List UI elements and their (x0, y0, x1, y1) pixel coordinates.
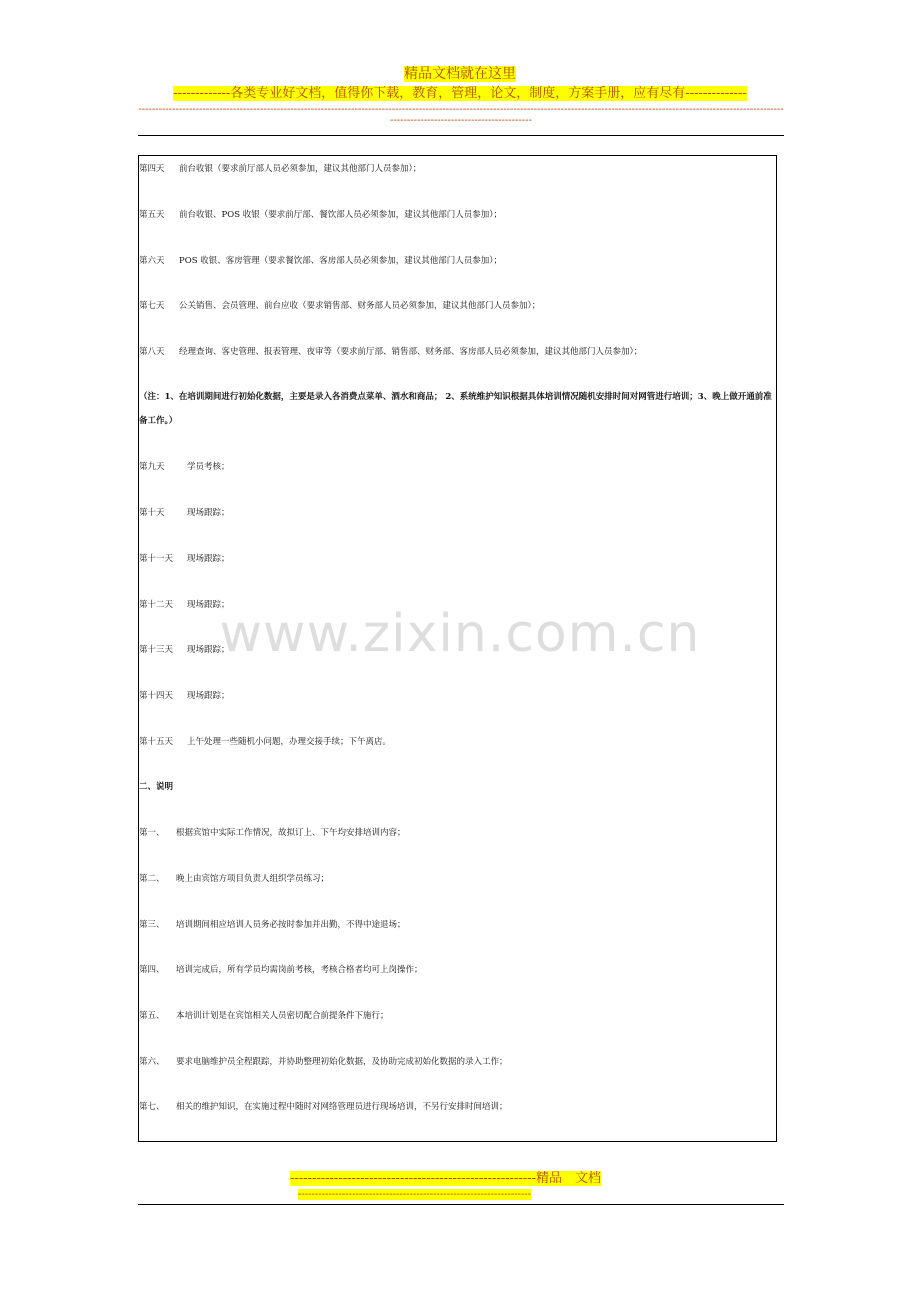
schedule-row-7: 第七天 公关销售、会员管理、前台应收（要求销售部、财务部人员必须参加，建议其他部门人员参加）； (139, 301, 541, 311)
schedule-row-5: 第五天 前台收银、POS 收银（要求前厅部、餐饮部人员必须参加，建议其他部门人员参加）； (139, 210, 502, 220)
note-item-7: 第七、 相关的维护知识，在实施过程中随时对网络管理员进行现场培训，不另行安排时间培训； (139, 1102, 508, 1112)
note-item-2: 第二、 晚上由宾馆方项目负责人组织学员练习； (139, 874, 330, 884)
schedule-row-15: 第十五天 上午处理一些随机小问题，办理交接手续；下午离店。 (139, 737, 392, 747)
training-note: （注：1、在培训期间进行初始化数据，主要是录入各消费点菜单、酒水和商品； 2、系统维护知识根据具体培训情况随机安排时间对网管进行培训；3、晚上做开通前准备工作。） (139, 392, 772, 426)
note-item-3: 第三、 培训期间相应培训人员务必按时参加并出勤，不得中途退场； (139, 920, 406, 930)
bottom-rule (138, 1204, 784, 1205)
footer-line-1: --------------------------------------------------------精品 文档 (290, 1171, 601, 1186)
schedule-row-6: 第六天 POS 收银、客房管理（要求餐饮部、客房部人员必须参加，建议其他部门人员参加）； (139, 256, 502, 266)
note-item-1: 第一、 根据宾馆中实际工作情况，故拟订上、下午均安排培训内容； (139, 828, 406, 838)
schedule-row-10: 第十天 现场跟踪； (139, 508, 230, 518)
schedule-row-9: 第九天 学员考核； (139, 462, 230, 472)
schedule-row-11: 第十一天 现场跟踪； (139, 554, 230, 564)
schedule-row-12: 第十二天 现场跟踪； (139, 600, 230, 610)
top-rule (138, 135, 784, 136)
schedule-row-4: 第四天 前台收银（要求前厅部人员必须参加，建议其他部门人员参加）； (139, 164, 422, 174)
schedule-row-14: 第十四天 现场跟踪； (139, 691, 230, 701)
watermark: www.zixin.com.cn (219, 604, 701, 664)
note-item-6: 第六、 要求电脑维护员全程跟踪，并协助整理初始化数据，及协助完成初始化数据的录入工作； (139, 1057, 508, 1067)
schedule-row-13: 第十三天 现场跟踪； (139, 645, 230, 655)
schedule-row-8: 第八天 经理查询、客史管理、报表管理、夜审等（要求前厅部、销售部、财务部、客房部人员必须参加，建议其他部门人员参加）； (139, 347, 643, 357)
header-dash-line: ----------------------------------------------------------------------------------------------------------------------------------------------------------------------------------------------------------------------------------------- (138, 104, 784, 126)
footer-line-2: --------------------------------------------------------------------- (298, 1189, 532, 1200)
section-title: 二、说明 (139, 782, 174, 792)
note-item-5: 第五、 本培训计划是在宾馆相关人员密切配合前提条件下施行； (139, 1011, 389, 1021)
header-title: 精品文档就在这里 (404, 66, 516, 82)
note-item-4: 第四、 培训完成后，所有学员均需岗前考核，考核合格者均可上岗操作； (139, 965, 423, 975)
header-subtitle: -------------各类专业好文档，值得你下载，教育，管理，论文，制度，方案手册，应有尽有-------------- (173, 86, 747, 101)
